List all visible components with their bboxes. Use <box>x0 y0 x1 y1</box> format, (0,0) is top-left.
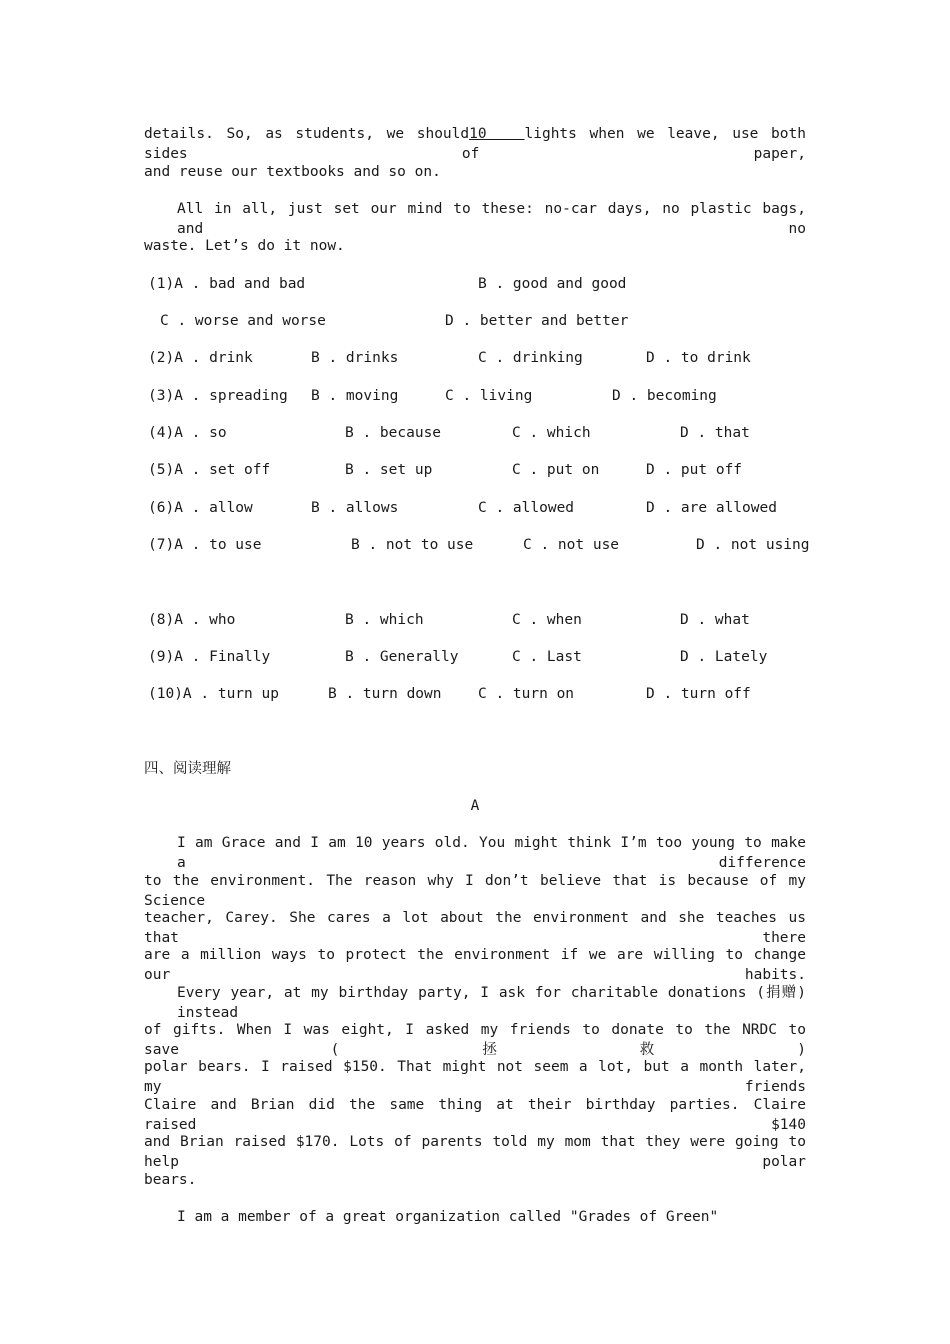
option-c: C . worse and worse <box>160 313 326 329</box>
option-d: D . turn off <box>646 686 751 702</box>
option-a: A . drink <box>174 350 253 366</box>
question-number: (5) <box>148 462 175 478</box>
passage-line-1 <box>144 124 806 164</box>
reading-line-5: Every year, at my birthday party, I ask for charitable donations (捐赠) instead <box>177 985 806 1021</box>
option-c: C . not use <box>523 537 620 553</box>
option-a: A . bad and bad <box>174 276 306 292</box>
question-3 <box>148 386 288 406</box>
option-d: D . what <box>680 612 750 628</box>
question-2 <box>148 348 253 368</box>
section-heading: 四、阅读理解 <box>144 761 231 777</box>
option-b: B . drinks <box>311 350 399 366</box>
option-a: A . spreading <box>174 388 288 404</box>
option-b: B . allows <box>311 500 399 516</box>
question-number: (6) <box>148 500 175 516</box>
option-b: B . Generally <box>345 649 459 665</box>
option-a: A . allow <box>174 500 253 516</box>
question-7 <box>148 535 262 555</box>
option-a: A . so <box>174 425 227 441</box>
passage-text: details. So, as students, we should <box>144 126 470 142</box>
option-d: D . not using <box>696 537 810 553</box>
question-9 <box>148 647 270 667</box>
question-number: (3) <box>148 388 175 404</box>
reading-line-4: are a million ways to protect the environment if we are willing to change our habits. <box>144 947 806 983</box>
option-b: B . good and good <box>478 276 627 292</box>
option-c: C . turn on <box>478 686 575 702</box>
blank-10 <box>469 126 524 142</box>
option-d: D . that <box>680 425 750 441</box>
passage-line-2: and reuse our textbooks and so on. <box>144 164 441 180</box>
option-c: C . Last <box>512 649 582 665</box>
reading-line-7: polar bears. I raised $150. That might not seem a lot, but a month later, my friends <box>144 1059 806 1095</box>
option-c: C . put on <box>512 462 600 478</box>
question-number: (7) <box>148 537 175 553</box>
option-d: D . better and better <box>445 313 629 329</box>
option-a: A . Finally <box>174 649 271 665</box>
option-d: D . to drink <box>646 350 751 366</box>
option-d: D . are allowed <box>646 500 777 516</box>
option-b: B . turn down <box>328 686 442 702</box>
reading-line-8: Claire and Brian did the same thing at their birthday parties. Claire raised $140 <box>144 1097 806 1133</box>
question-number: (10) <box>148 686 183 702</box>
reading-line-9: and Brian raised $170. Lots of parents told my mom that they were going to help polar <box>144 1134 806 1170</box>
passage-title: A <box>470 798 480 814</box>
reading-line-6: of gifts. When I was eight, I asked my friends to donate to the NRDC to save (拯救) <box>144 1022 806 1058</box>
passage-line-4: waste. Let’s do it now. <box>144 238 345 254</box>
option-b: B . not to use <box>351 537 474 553</box>
question-5 <box>148 460 270 480</box>
option-a: A . who <box>174 612 236 628</box>
option-d: D . put off <box>646 462 743 478</box>
option-a: A . to use <box>174 537 262 553</box>
reading-line-1: I am Grace and I am 10 years old. You might think I’m too young to make a difference <box>177 835 806 871</box>
reading-line-3: teacher, Carey. She cares a lot about the environment and she teaches us that there <box>144 910 806 946</box>
blank-number: 10 <box>469 126 487 142</box>
reading-line-11: I am a member of a great organization called "Grades of Green" <box>177 1209 719 1225</box>
option-a: A . set off <box>174 462 271 478</box>
passage-text: lights when we leave, use both sides of paper, <box>144 126 806 162</box>
option-a: A . turn up <box>182 686 279 702</box>
option-c: C . which <box>512 425 591 441</box>
option-d: D . Lately <box>680 649 768 665</box>
question-number: (4) <box>148 425 175 441</box>
question-1 <box>148 274 305 294</box>
option-c: C . living <box>445 388 533 404</box>
reading-line-10: bears. <box>144 1172 197 1188</box>
option-b: B . because <box>345 425 442 441</box>
question-number: (2) <box>148 350 175 366</box>
question-number: (8) <box>148 612 175 628</box>
option-b: B . which <box>345 612 424 628</box>
question-number: (9) <box>148 649 175 665</box>
question-8 <box>148 610 235 630</box>
passage-line-3: All in all, just set our mind to these: no-car days, no plastic bags, and no <box>177 201 806 237</box>
question-6 <box>148 498 253 518</box>
question-10 <box>148 684 279 704</box>
option-d: D . becoming <box>612 388 717 404</box>
option-c: C . when <box>512 612 582 628</box>
option-b: B . set up <box>345 462 433 478</box>
option-c: C . drinking <box>478 350 583 366</box>
question-number: (1) <box>148 276 175 292</box>
question-4 <box>148 423 227 443</box>
reading-line-2: to the environment. The reason why I don’t believe that is because of my Science <box>144 873 806 909</box>
option-c: C . allowed <box>478 500 575 516</box>
option-b: B . moving <box>311 388 399 404</box>
